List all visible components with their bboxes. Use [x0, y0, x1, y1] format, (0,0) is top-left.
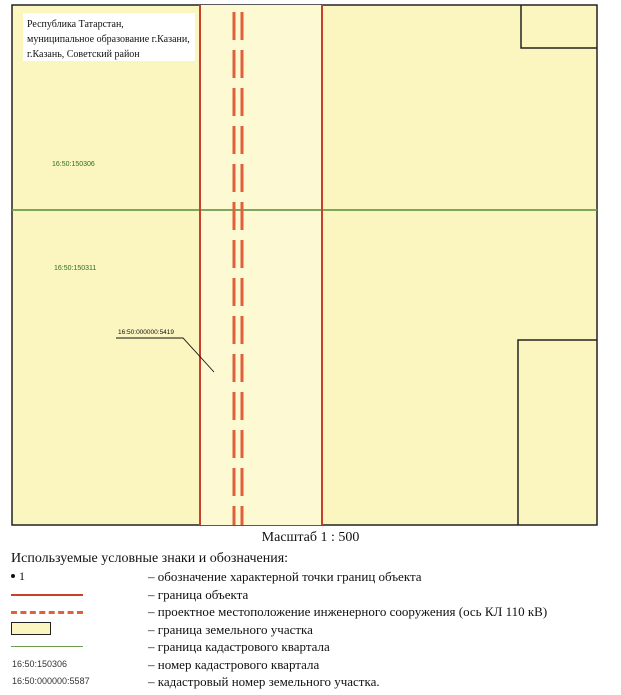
legend-row-point [8, 568, 616, 586]
parcel-label: 16:50:000000:5419 [118, 329, 175, 336]
legend-symbol-quarter-boundary [8, 638, 140, 656]
region-line-3: г.Казань, Советский район [27, 49, 140, 60]
quarter-boundary-line-icon [11, 646, 83, 647]
project-axis-dash-icon [11, 611, 83, 614]
legend-row-project-axis [8, 603, 616, 621]
legend-row-quarter-number [8, 656, 616, 674]
map-scale: Масштаб 1 : 500 [261, 530, 360, 545]
point-marker-icon [11, 574, 15, 578]
region-line-1: Республика Татарстан, [27, 19, 124, 30]
legend-row-object-boundary [8, 586, 616, 604]
legend-symbol-quarter-number [8, 656, 140, 674]
legend-symbol-parcel-number [8, 673, 140, 691]
object-boundary-line-icon [11, 594, 83, 596]
legend-text-quarter-boundary: – граница кадастрового квартала [148, 639, 330, 654]
legend-text-object-boundary: – граница объекта [148, 586, 249, 602]
quarter-number-sample: 16:50:150306 [12, 658, 68, 669]
legend-symbol-parcel-boundary [8, 621, 140, 639]
legend-row-parcel-boundary [8, 621, 616, 639]
legend-symbol-object-boundary [8, 586, 140, 604]
object-corridor [200, 5, 322, 525]
legend-text-parcel-boundary: – граница земельного участка [148, 621, 313, 637]
quarter-label-top: 16:50:150306 [52, 161, 95, 168]
quarter-label-bottom: 16:50:150311 [54, 265, 97, 272]
legend-symbol-project-axis [8, 603, 140, 621]
parcel-number-sample: 16:50:000000:5587 [12, 676, 90, 686]
legend [8, 568, 616, 691]
legend-row-parcel-number [8, 673, 616, 691]
parcel-boundary-swatch-icon [11, 622, 51, 635]
legend-text-project-axis: – проектное местоположение инженерного сооружения (ось КЛ 110 кВ) [148, 604, 548, 619]
legend-text-point: – обозначение характерной точки границ объекта [148, 569, 422, 584]
region-line-2: муниципальное образование г.Казани, [27, 34, 190, 45]
legend-text-quarter-number: – номер кадастрового квартала [148, 656, 320, 672]
legend-text-parcel-number: – кадастровый номер земельного участка. [148, 674, 380, 689]
legend-symbol-point [8, 568, 140, 586]
point-marker-number: 1 [19, 569, 25, 583]
legend-row-quarter-boundary [8, 638, 616, 656]
legend-title: Используемые условные знаки и обозначения: [11, 551, 289, 566]
